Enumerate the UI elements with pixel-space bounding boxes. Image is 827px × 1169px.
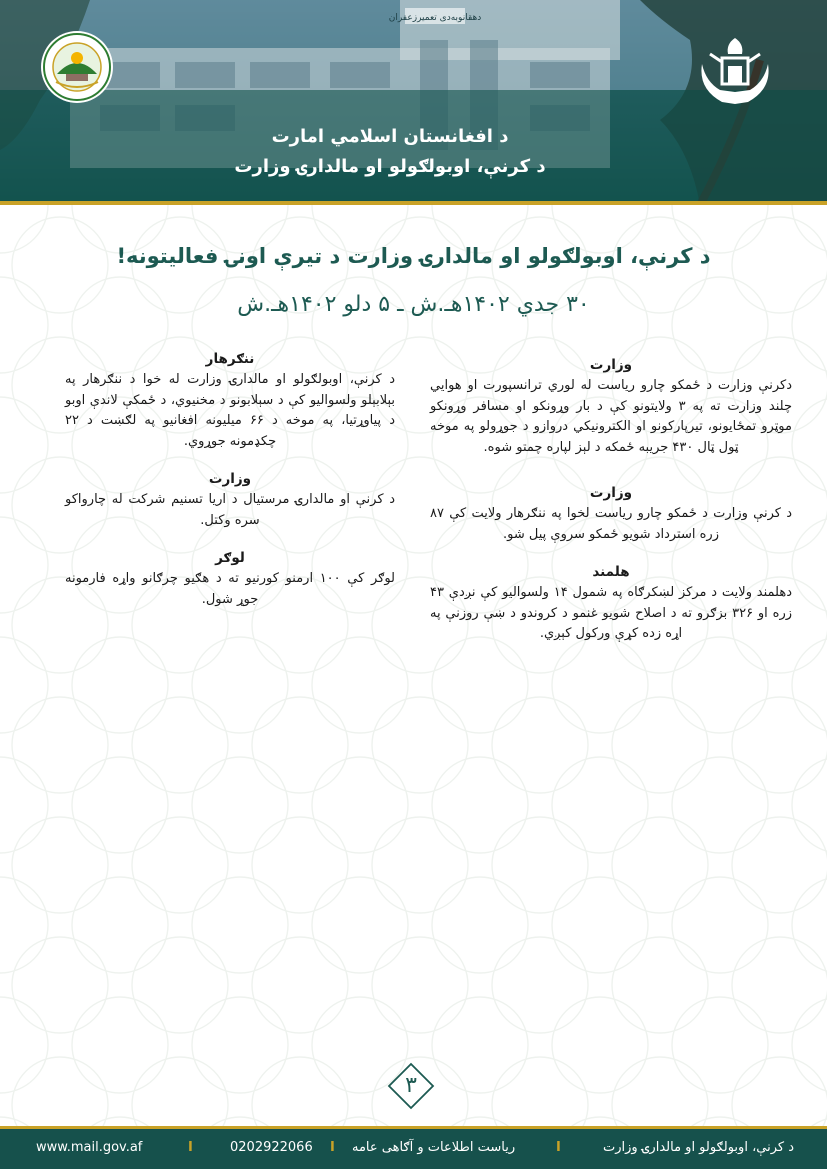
page-number: ۳ (405, 1073, 417, 1098)
ministry-seal-icon (40, 30, 114, 104)
building-sign: دهقانوبه‌‌دی تعمیرزعفران (388, 13, 482, 23)
section-body: د کرنې، اوبولګولو او مالدارۍ وزارت له خوا د ننګرهار په بېلابېلو ولسوالیو کې د سېلابونو د مخنیوي، د ځمکې لاندې اوبو د پیاوړتیا، په موخه د ۶۶ میلیونه افغانیو په لګښت د ۲۲ چکډمونه جوړوي. (65, 372, 396, 449)
footer-phone[interactable]: 0202922066 (230, 1140, 313, 1155)
section-heading: وزارت (208, 471, 252, 487)
section-heading: وزارت (589, 357, 633, 373)
header-gold-band (0, 201, 827, 205)
section (430, 561, 792, 645)
section-heading: لوګر (215, 550, 245, 566)
header-title (210, 122, 570, 182)
left-column (65, 348, 395, 626)
section-body: د کرنې وزارت د ځمکو چارو ریاست لخوا په ننګرهار ولایت کې ۸۷ زره استرداد شویو ځمکو سروې پیل شو. (430, 506, 792, 542)
section (65, 547, 395, 610)
section-heading: وزارت (589, 485, 633, 501)
footer-ministry: د کرنې، اوبولګولو او مالدارۍ وزارت (603, 1140, 795, 1155)
date-range: ۳۰ جدي ۱۴۰۲هـ.ش ـ ۵ دلو ۱۴۰۲هـ.ش (237, 292, 590, 317)
emirate-emblem-icon (692, 34, 778, 108)
section-heading: ننګرهار (205, 351, 255, 367)
section-body: دهلمند ولایت د مرکز لښکرګاه په شمول ۱۴ ولسوالیو کې نږدې ۴۳ زره او ۳۲۶ بزګرو ته د اصلاح شویو غنمو د کروندو د ښې روزنې په اړه زده کړې ورکول کېږي. (430, 585, 793, 641)
section-heading: هلمند (592, 564, 630, 580)
section (430, 354, 792, 458)
footer-separator: I (556, 1140, 561, 1155)
footer-separator: I (188, 1140, 193, 1155)
header-banner (0, 0, 827, 205)
section-body: لوګر کې ۱۰۰ ارمنو کورنیو ته د هګیو چرګانو واړه فارمونه جوړ شول. (65, 571, 395, 607)
section (65, 468, 395, 531)
footer-separator: I (330, 1140, 335, 1155)
section (430, 482, 792, 545)
background-pattern (0, 205, 827, 1130)
header-title-line2: د کرنې، اوبولګولو او مالدارۍ وزارت (234, 156, 546, 177)
header-title-line1: د افغانستان اسلامي امارت (271, 126, 509, 147)
section (65, 348, 395, 452)
footer-website-link[interactable]: www.mail.gov.af (36, 1140, 143, 1155)
section-body: دکرنې وزارت د ځمکو چارو ریاست له لوري ترانسپورت او هوايي چلند وزارت ته په ۳ ولایتونو کې د بار وړونکو او مسافر وړونکو موټرو تمځایونو، تیرپارکونو او الکترونیکي دروازو د جوړولو په موخه ټول ټال ۴۳۰ جریبه ځمکه د لېز لپاره چمتو شوه. (430, 378, 792, 455)
section-body: د کرنې او مالدارۍ مرستیال د اریا تسنیم شرکت له چارواکو سره وکتل. (65, 492, 395, 528)
footer-directorate: ریاست اطلاعات و آګاهی عامه (352, 1140, 516, 1155)
right-column (430, 354, 792, 661)
page-headline: د کرنې، اوبولګولو او مالدارۍ وزارت د تیرې اونۍ فعالیتونه! (116, 244, 711, 268)
footer (0, 1129, 827, 1169)
